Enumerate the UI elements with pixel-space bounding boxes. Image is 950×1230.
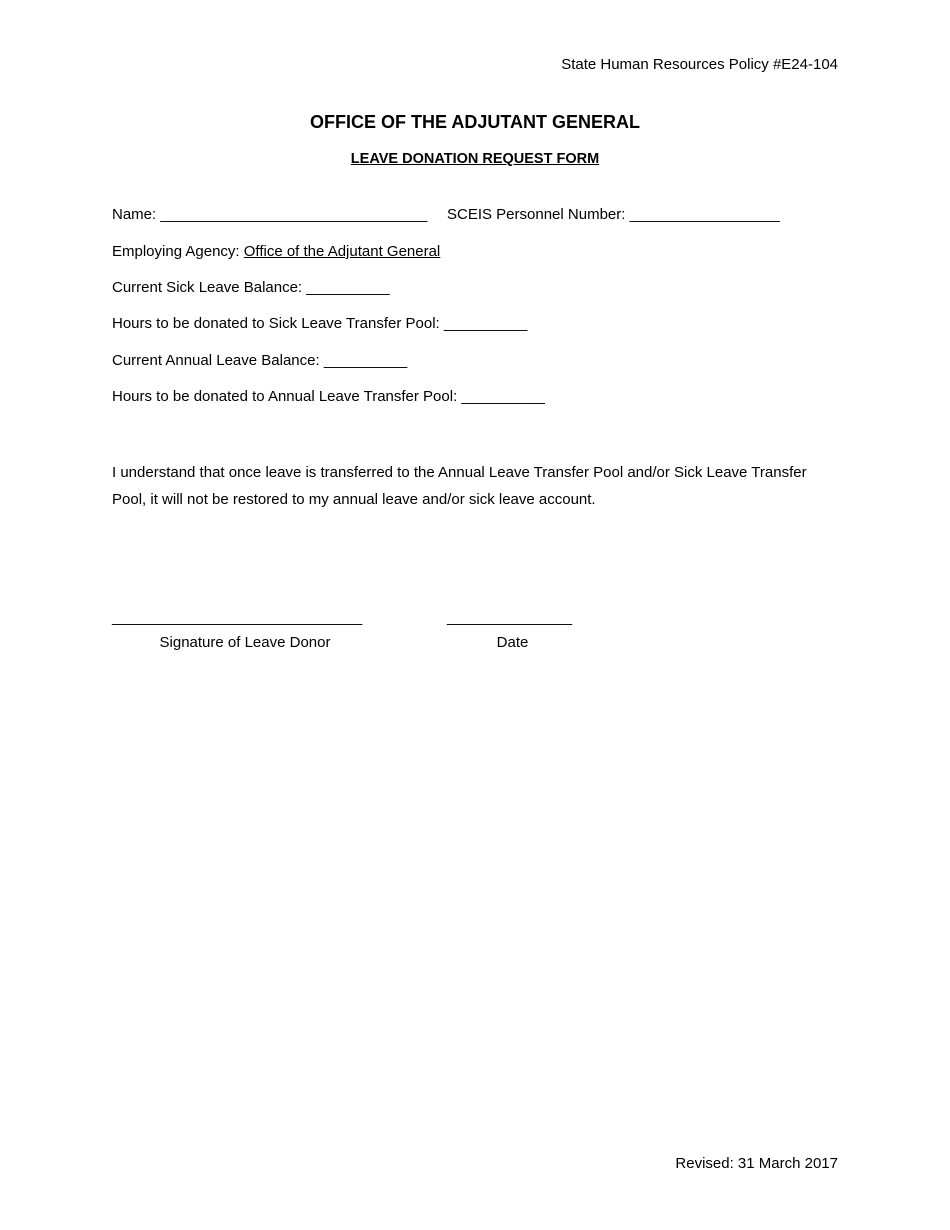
annual-balance-field[interactable]: __________ bbox=[323, 352, 408, 369]
name-field[interactable]: ________________________________ bbox=[160, 206, 428, 223]
date-caption: Date bbox=[496, 634, 529, 651]
donor-signature-caption: Signature of Leave Donor bbox=[159, 634, 331, 651]
annual-balance-row bbox=[112, 352, 407, 369]
name-row bbox=[112, 206, 427, 223]
sceis-field[interactable]: __________________ bbox=[629, 206, 780, 223]
sick-balance-field[interactable]: __________ bbox=[306, 279, 390, 296]
sick-donate-field[interactable]: __________ bbox=[443, 315, 528, 332]
sick-balance-label: Current Sick Leave Balance: bbox=[112, 279, 303, 296]
donor-signature-line[interactable]: ______________________________ bbox=[112, 609, 363, 626]
sceis-row bbox=[447, 206, 780, 223]
sick-balance-row bbox=[112, 279, 390, 296]
agency-value: Office of the Adjutant General bbox=[243, 243, 441, 260]
agency-label: Employing Agency: bbox=[112, 243, 240, 260]
date-line[interactable]: _______________ bbox=[447, 609, 573, 626]
sick-donate-row bbox=[112, 315, 527, 332]
revision-date: Revised: 31 March 2017 bbox=[675, 1155, 838, 1172]
annual-donate-label: Hours to be donated to Annual Leave Transfer Pool: bbox=[112, 388, 458, 405]
acknowledgement-statement: I understand that once leave is transferred to the Annual Leave Transfer Pool and/or Sick Leave Transfer Pool, it will not be restored to my annual leave and/or sick leave account. bbox=[112, 464, 807, 508]
policy-reference: State Human Resources Policy #E24-104 bbox=[561, 56, 838, 73]
annual-donate-field[interactable]: __________ bbox=[461, 388, 545, 405]
name-label: Name: bbox=[112, 206, 157, 223]
agency-row bbox=[112, 243, 440, 260]
annual-donate-row bbox=[112, 388, 545, 405]
office-title: OFFICE OF THE ADJUTANT GENERAL bbox=[310, 112, 640, 132]
sceis-label: SCEIS Personnel Number: bbox=[447, 206, 626, 223]
sick-donate-label: Hours to be donated to Sick Leave Transfer Pool: bbox=[112, 315, 440, 332]
form-title: LEAVE DONATION REQUEST FORM bbox=[350, 151, 600, 167]
annual-balance-label: Current Annual Leave Balance: bbox=[112, 352, 320, 369]
